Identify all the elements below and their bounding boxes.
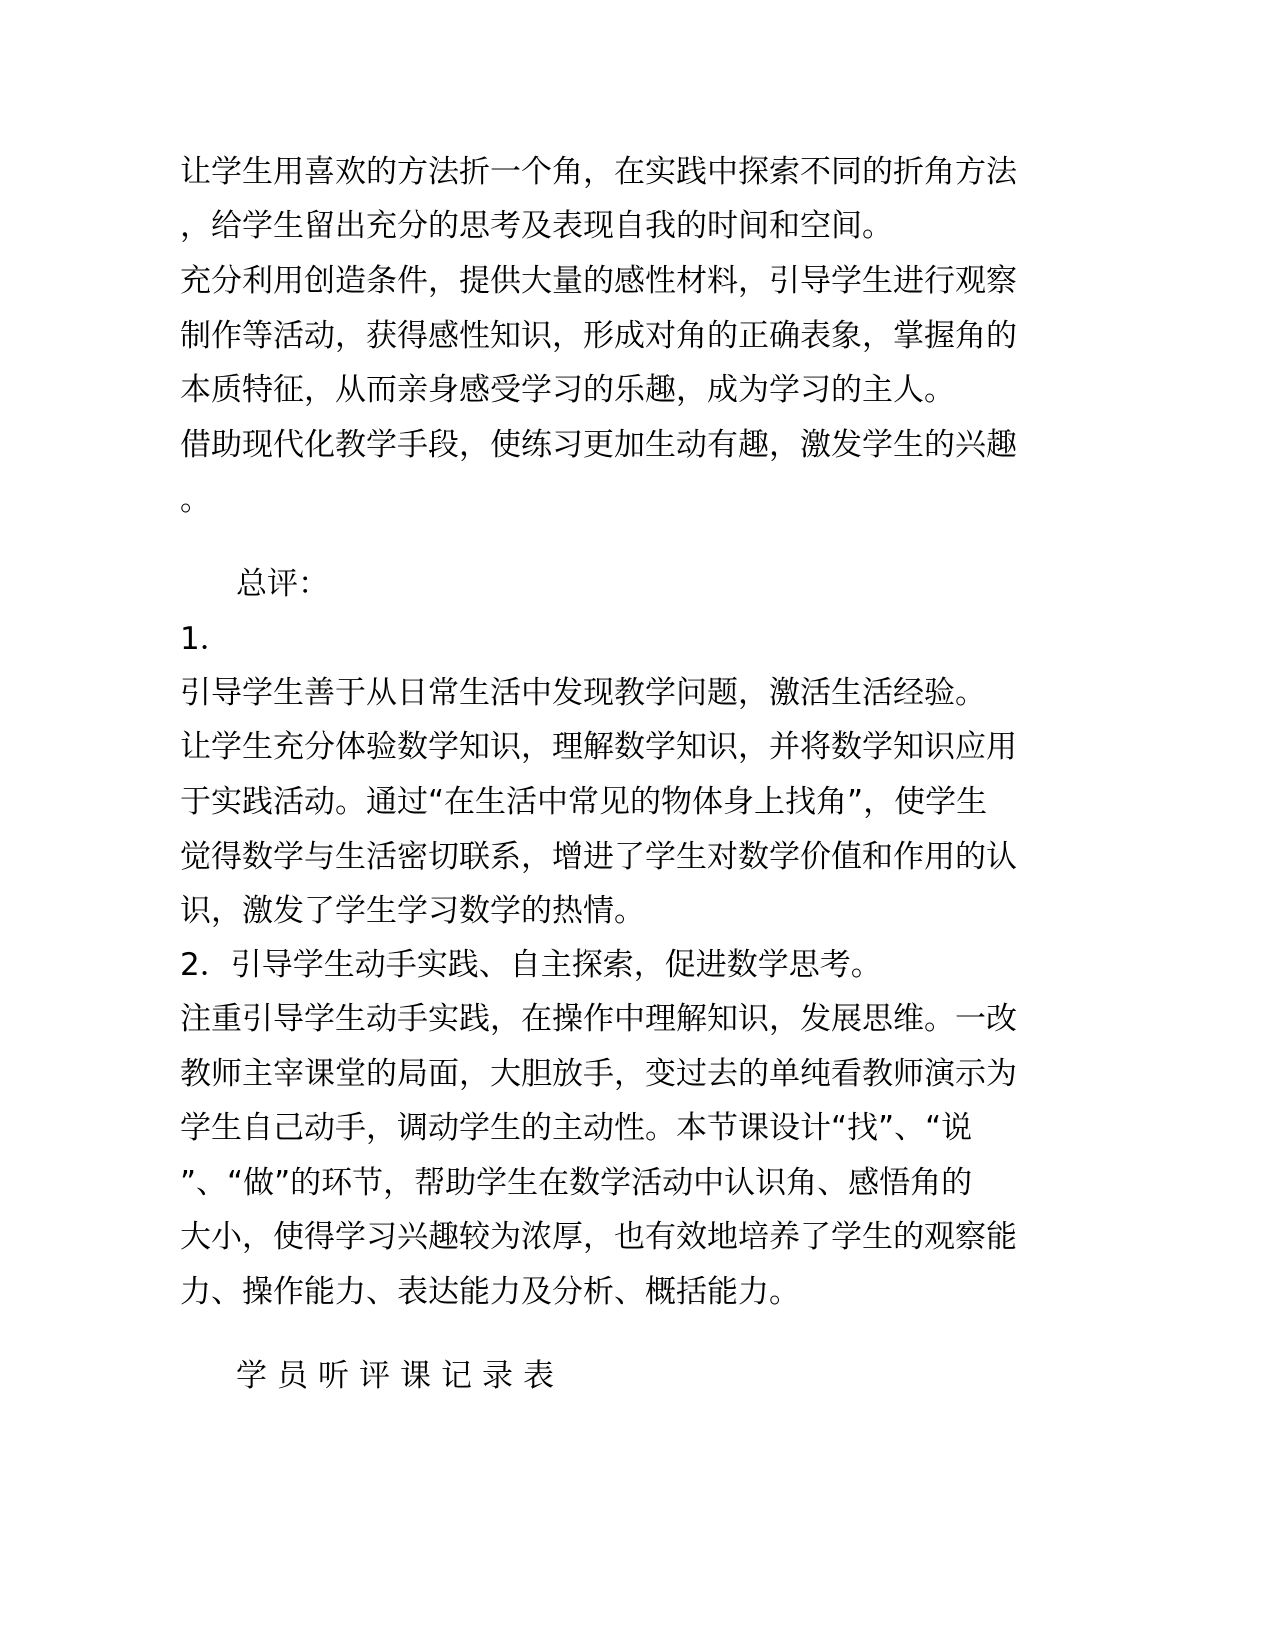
text-line: 大小，使得学习兴趣较为浓厚，也有效地培养了学生的观察能 — [180, 1219, 1017, 1255]
text-line: 2．引导学生动手实践、自主探索，促进数学思考。 — [180, 947, 882, 983]
text-line: ”、“做”的环节，帮助学生在数学活动中认识角、感悟角的 — [180, 1165, 973, 1201]
text-line: 教师主宰课堂的局面，大胆放手，变过去的单纯看教师演示为 — [180, 1056, 1017, 1092]
section-heading-summary: 总评： — [236, 566, 329, 602]
section-heading-record-table: 学员听评课记录表 — [236, 1358, 564, 1394]
text-line: 充分利用创造条件，提供大量的感性材料，引导学生进行观察 — [180, 263, 1017, 299]
text-line: 。 — [180, 482, 211, 518]
text-line: 识，激发了学生学习数学的热情。 — [180, 893, 645, 929]
text-line: 制作等活动，获得感性知识，形成对角的正确表象，掌握角的 — [180, 318, 1017, 354]
text-line: 于实践活动。通过“在生活中常见的物体身上找角”，使学生 — [180, 784, 988, 820]
text-line: 注重引导学生动手实践，在操作中理解知识，发展思维。一改 — [180, 1001, 1017, 1037]
text-line: 本质特征，从而亲身感受学习的乐趣，成为学习的主人。 — [180, 372, 955, 408]
text-line: ，给学生留出充分的思考及表现自我的时间和空间。 — [180, 208, 893, 244]
text-line: 觉得数学与生活密切联系，增进了学生对数学价值和作用的认 — [180, 839, 1017, 875]
text-line: 让学生充分体验数学知识，理解数学知识，并将数学知识应用 — [180, 729, 1017, 765]
text-line: 借助现代化教学手段，使练习更加生动有趣，激发学生的兴趣 — [180, 427, 1017, 463]
text-line: 学生自己动手，调动学生的主动性。本节课设计“找”、“说 — [180, 1110, 973, 1146]
text-line: 力、操作能力、表达能力及分析、概括能力。 — [180, 1274, 800, 1310]
text-line: 让学生用喜欢的方法折一个角，在实践中探索不同的折角方法 — [180, 154, 1017, 190]
text-line: 引导学生善于从日常生活中发现教学问题，激活生活经验。 — [180, 675, 986, 711]
list-number: 1． — [180, 621, 231, 657]
